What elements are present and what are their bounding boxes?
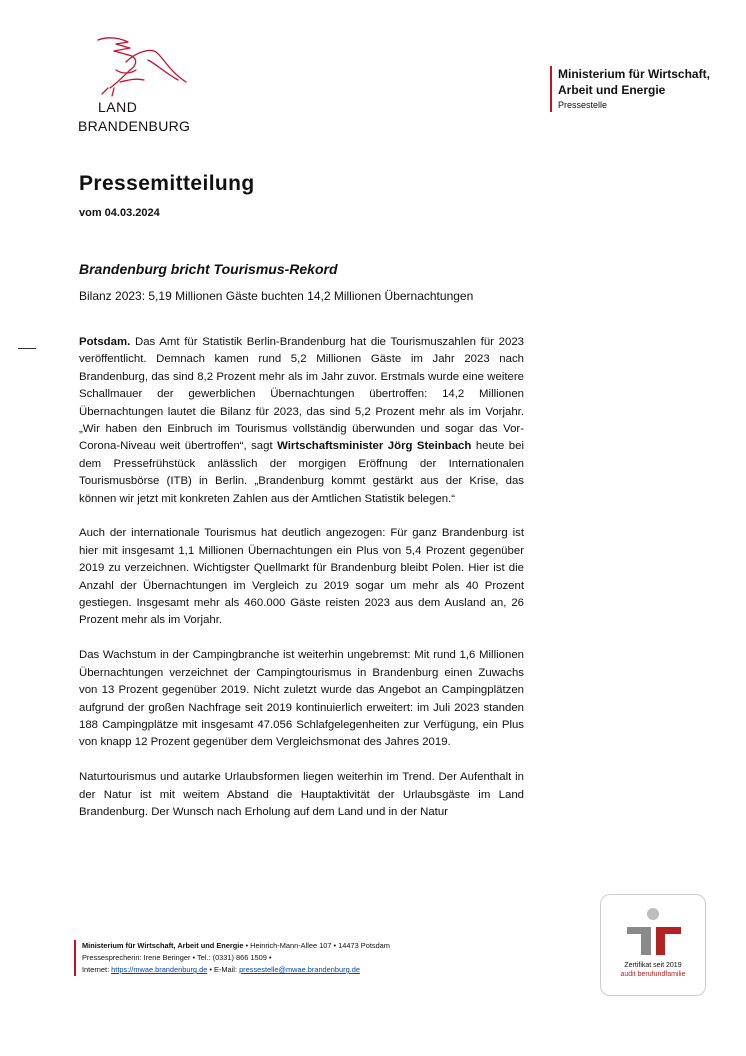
red-eagle-icon: [90, 34, 190, 106]
paragraph-3: Das Wachstum in der Campingbranche ist weiterhin ungebremst: Mit rund 1,6 Millionen Übernachtungen verzeichnet der Campingtourismus in Brandenburg einen Zuwachs von 13 Prozent gegenüber 2019. Nicht zuletzt wurde das Angebot an Campingplätzen aufgrund der großen Nachfrage seit 2019 kontinuierlich erweitert: im Juli 2023 standen 188 Campingplätze mit insgesamt 47.056 Schlafgelegenheiten zur Verfügung, ein Plus von knapp 12 Prozent gegenüber dem Vergleichsmonat des Jahres 2019.: [79, 649, 524, 749]
paragraph-4: Naturtourismus und autarke Urlaubsformen liegen weiterhin im Trend. Der Aufenthalt in der Natur ist mit weitem Abstand die Hauptaktivität der Urlaubsgäste im Land Brandenburg. Der Wunsch nach Erholung auf dem Land und in der Natur: [79, 771, 524, 818]
website-link[interactable]: https://mwae.brandenburg.de: [111, 965, 208, 974]
footer-address-line: [82, 940, 390, 952]
footer-internet-label: Internet:: [82, 965, 112, 974]
document-title: Pressemitteilung: [79, 172, 255, 195]
paragraph-1-text-b: heute bei dem Pressefrühstück anlässlich der morgigen Eröffnung der Internationalen Tourismusbörse (ITB) in Berlin. „Brandenburg kommt gestärkt aus der Krise, das können wir jetzt mit konkreten Zahlen aus der Amtlichen Statistik belegen.“: [79, 440, 524, 505]
paragraph-1-text-a: Das Amt für Statistik Berlin-Brandenburg hat die Tourismuszahlen für 2023 veröffentlicht. Demnach kamen rund 5,2 Millionen Gäste im Jahr 2023 nach Brandenburg, das sind 8,2 Prozent mehr als im Jahr zuvor. Erstmals wurde eine weitere Schallmauer der gewerblichen Übernachtungen übertroffen: 14,2 Millionen Übernachtungen lautet die Bilanz für 2023, das sind 5,2 Prozent mehr als im Vorjahr. „Wir haben den Einbruch im Tourismus vollständig überwunden und sogar das Vor-Corona-Niveau weit übertroffen“, sagt: [79, 336, 524, 453]
footer-address: • Heinrich-Mann-Allee 107 • 14473 Potsdam: [243, 941, 390, 950]
fold-mark: [18, 348, 36, 349]
article-body: [79, 334, 524, 839]
paragraph-2: Auch der internationale Tourismus hat deutlich angezogen: Für ganz Brandenburg ist hier mit insgesamt 1,1 Millionen Übernachtungen ein Plus von 5,4 Prozent gegenüber 2019 zu verzeichnen. Wichtigster Quellmarkt für Brandenburg bleibt Polen. Hier ist die Anzahl der Übernachtungen im Vergleich zu 2019 sogar um mehr als 40 Prozent gestiegen. Insgesamt mehr als 460.000 Gäste reisten 2023 aus dem Ausland an, 26 Prozent mehr als im Vorjahr.: [79, 527, 524, 627]
certificate-text: Zertifikat seit 2019: [624, 962, 682, 969]
email-link[interactable]: pressestelle@mwae.brandenburg.de: [239, 965, 360, 974]
ministry-header: [550, 66, 710, 112]
footer-email-label: • E-Mail:: [207, 965, 240, 974]
logo-text-brandenburg: BRANDENBURG: [78, 118, 191, 134]
article-headline: Brandenburg bricht Tourismus-Rekord: [79, 261, 338, 277]
dateline: Potsdam.: [79, 336, 131, 348]
certificate-brand: audit berufundfamilie: [620, 971, 686, 978]
footer-org: Ministerium für Wirtschaft, Arbeit und Energie: [82, 941, 244, 950]
ministry-department: Pressestelle: [558, 100, 608, 110]
minister-name: Wirtschaftsminister Jörg Steinbach: [277, 440, 472, 453]
footer-contact-line: [82, 964, 390, 976]
ministry-name-line1: Ministerium für Wirtschaft,: [558, 67, 710, 81]
document-date: vom 04.03.2024: [79, 207, 160, 219]
paragraph-1: [79, 334, 524, 508]
logo-text-land: LAND: [98, 99, 138, 115]
footer-spokesperson: Pressesprecherin: Irene Beringer • Tel.: (0331) 866 1509 •: [82, 953, 272, 962]
article-subtitle: Bilanz 2023: 5,19 Millionen Gäste buchten 14,2 Millionen Übernachtungen: [79, 289, 474, 303]
footer: [74, 940, 390, 976]
ministry-name-line2: Arbeit und Energie: [558, 83, 666, 97]
berufundfamilie-certificate: [600, 894, 706, 996]
berufundfamilie-logo-icon: [623, 907, 683, 959]
land-brandenburg-logo: [74, 34, 214, 144]
